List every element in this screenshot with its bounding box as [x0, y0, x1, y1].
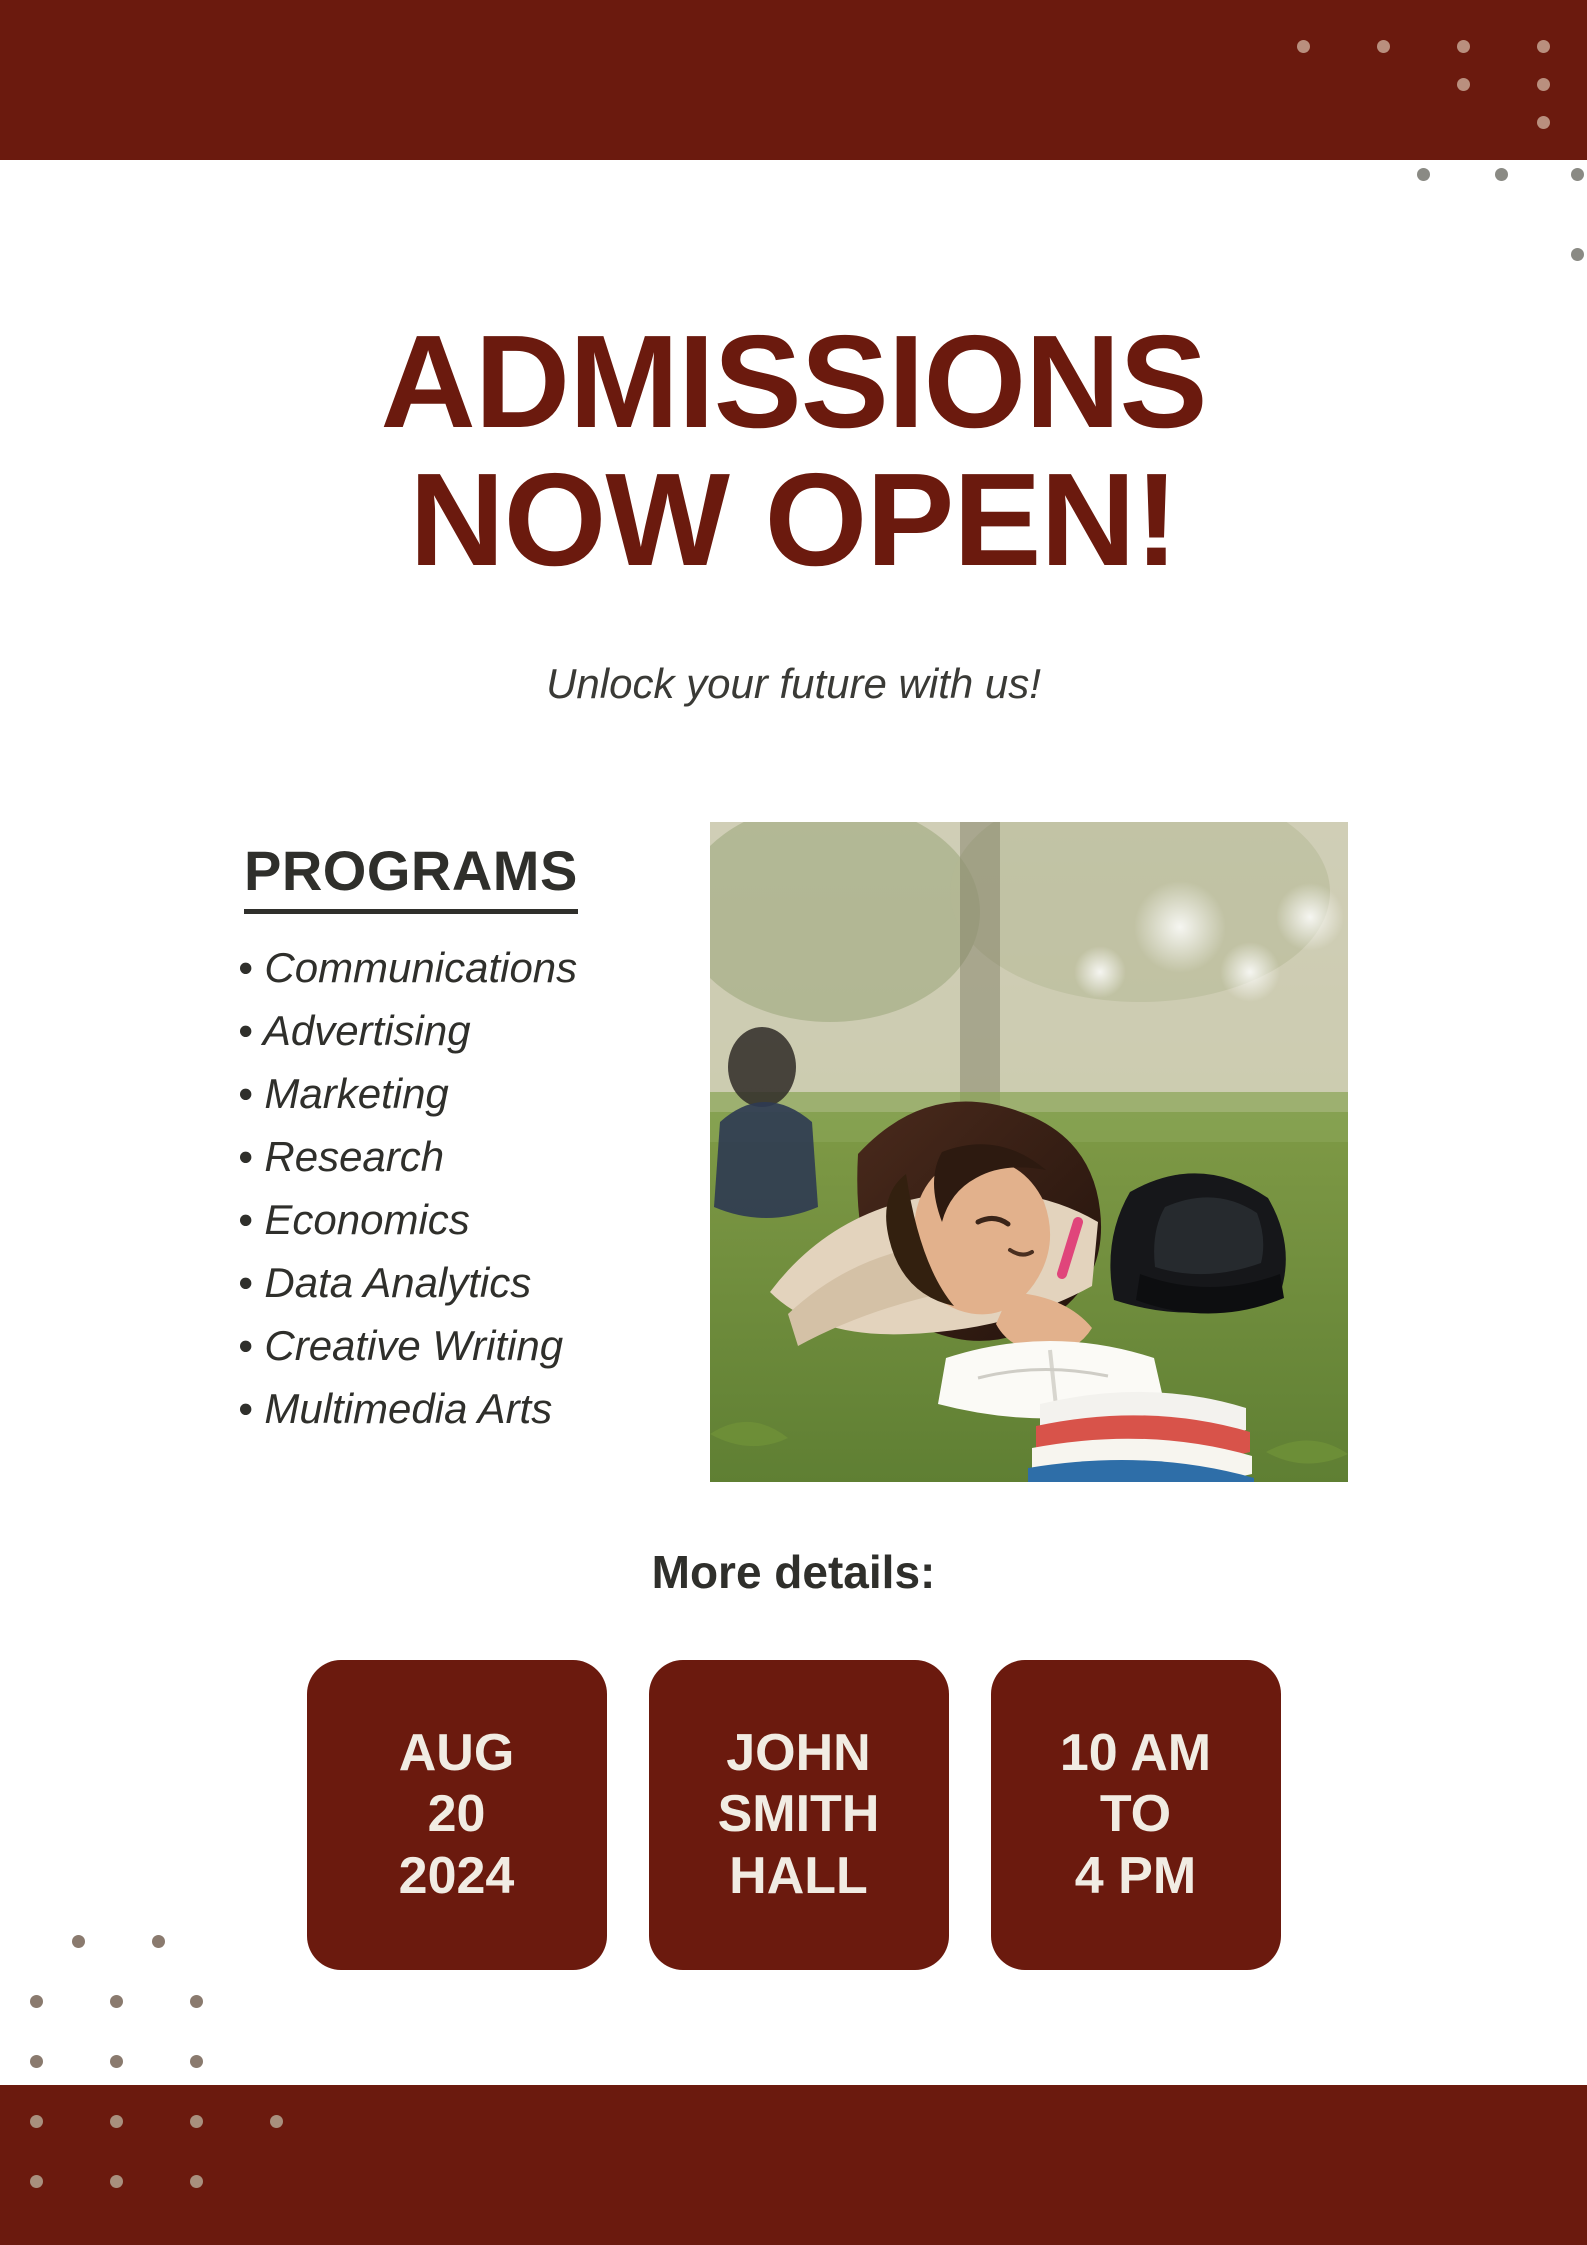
list-item: • Advertising [238, 999, 718, 1062]
list-item: • Research [238, 1125, 718, 1188]
programs-heading: PROGRAMS [244, 838, 578, 914]
card-time-line-2: TO [1099, 1785, 1172, 1844]
detail-cards [0, 1660, 1587, 1970]
card-time-line-1: 10 AM [1059, 1723, 1212, 1782]
list-item: • Economics [238, 1188, 718, 1251]
list-item: • Data Analytics [238, 1251, 718, 1314]
headline-line-1: ADMISSIONS [380, 308, 1207, 456]
card-date-line-1: AUG [398, 1723, 515, 1782]
list-item: • Creative Writing [238, 1314, 718, 1377]
programs-section [238, 838, 718, 1440]
page-title [0, 308, 1587, 593]
card-date-line-2: 20 [427, 1785, 486, 1844]
card-venue-line-3: HALL [729, 1846, 868, 1905]
detail-card-venue [649, 1660, 949, 1970]
bottom-color-bar [0, 2085, 1587, 2245]
detail-card-date [307, 1660, 607, 1970]
card-time-line-3: 4 PM [1074, 1846, 1197, 1905]
card-venue-line-1: JOHN [726, 1723, 871, 1782]
card-date-line-3: 2024 [398, 1846, 515, 1905]
top-color-bar [0, 0, 1587, 160]
student-studying-on-grass-photo [710, 822, 1348, 1482]
programs-list [238, 936, 718, 1440]
list-item: • Communications [238, 936, 718, 999]
subheadline: Unlock your future with us! [546, 660, 1041, 707]
list-item: • Marketing [238, 1062, 718, 1125]
card-venue-line-2: SMITH [717, 1785, 880, 1844]
more-details-label: More details: [651, 1546, 936, 1598]
detail-card-time [991, 1660, 1281, 1970]
headline-line-2: NOW OPEN! [409, 445, 1178, 593]
list-item: • Multimedia Arts [238, 1377, 718, 1440]
